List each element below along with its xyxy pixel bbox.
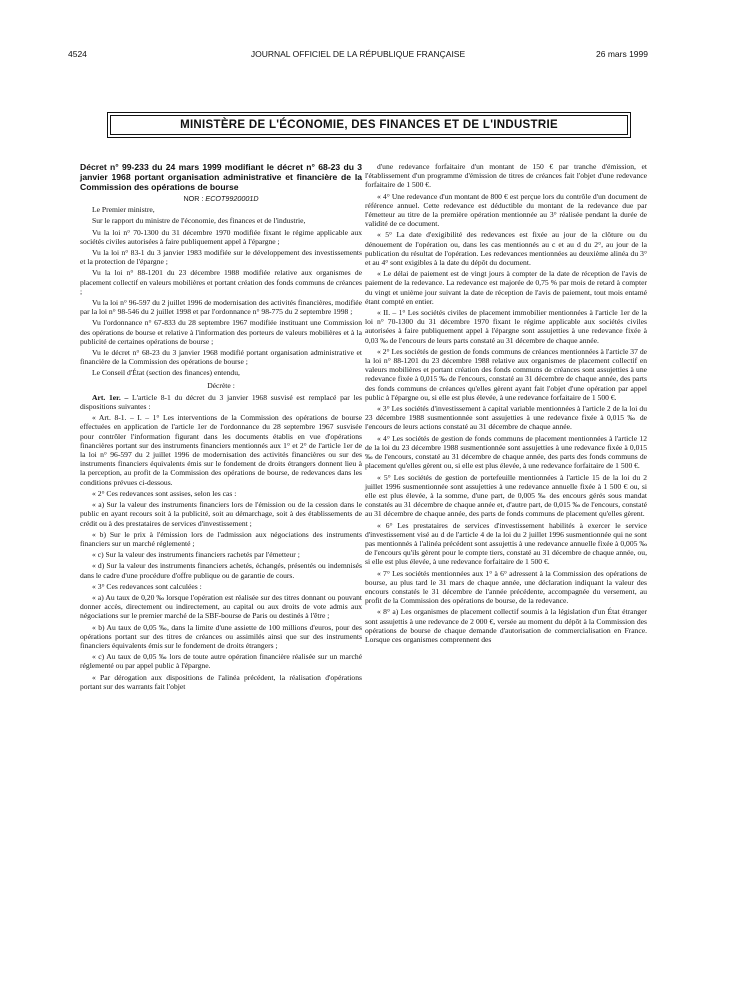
paragraph: d'une redevance forfaitaire d'un montant de 150 € par tranche d'émission, et l'établissement d'un programme d'émission de titres de créances fait l'objet d'une redevance forfaitaire de 1 500 €. bbox=[365, 162, 647, 190]
right-column bbox=[365, 162, 647, 646]
paragraph: « II. – 1° Les sociétés civiles de placement immobilier mentionnées à l'article 1er de la loi n° 70-1300 du 31 décembre 1970 fixant le régime applicable aux sociétés civiles autorisées à faire publiquement appel à l'épargne sont assujetties à une redevance fixée à 0,03 ‰ de l'encours de leurs parts constaté au 31 décembre de chaque année. bbox=[365, 308, 647, 345]
paragraph: « 4° Les sociétés de gestion de fonds communs de placement mentionnées à l'article 12 de la loi du 23 décembre 1988 susmentionnée sont assujetties à une redevance fixée à 0,015 ‰ de l'encours, constaté au 31 décembre de chaque année, des parts des fonds communs de placement qu'elles gèrent ou, si elle est plus élevée, à une redevance forfaitaire de 1 500 €. bbox=[365, 433, 647, 471]
paragraph: Le Premier ministre, bbox=[92, 205, 155, 215]
paragraph: Vu le décret n° 68-23 du 3 janvier 1968 modifié portant organisation administrative et financière de la Commission des opérations de bourse ; bbox=[80, 348, 362, 367]
paragraph: « 2° Les sociétés de gestion de fonds communs de créances mentionnées à l'article 37 de la loi n° 88-1201 du 23 décembre 1988 relative aux organismes de placement collectif en valeurs mobilières et portant création des fonds communs de créances sont assujetties à une redevance fixée à 0,015 ‰ de l'encours, constaté au 31 décembre de chaque année, des parts des fonds communs de créances qu'elles gèrent ayant fait l'objet d'une opération par appel public à l'épargne ou, si elle est plus élevée, à une redevance forfaitaire de 1 500 €. bbox=[365, 346, 647, 402]
page-number: 4524 bbox=[68, 49, 87, 59]
page-header bbox=[68, 49, 648, 63]
paragraph: Vu la loi n° 88-1201 du 23 décembre 1988 modifiée relative aux organismes de placement collectif en valeurs mobilières et portant création des fonds communs de créances ; bbox=[80, 268, 362, 296]
paragraph: « 7° Les sociétés mentionnées aux 1° à 6° adressent à la Commission des opérations de bourse, au plus tard le 31 mars de chaque année, une déclaration indiquant la valeur des encours constatés le 31 décembre de l'année précédente, accompagnée du versement, au profit de la Commission des opérations de bourse, de la redevance. bbox=[365, 568, 647, 606]
preamble bbox=[80, 205, 362, 377]
paragraph: « c) Sur la valeur des instruments financiers rachetés par l'émetteur ; bbox=[92, 550, 300, 560]
paragraph: Vu l'ordonnance n° 67-833 du 28 septembre 1967 modifiée instituant une Commission des opérations de bourse et relative à l'information des porteurs de valeurs mobilières et à la publicité de certaines opérations de bourse ; bbox=[80, 318, 362, 346]
paragraph: Vu la loi n° 83-1 du 3 janvier 1983 modifiée sur le développement des investissements et la protection de l'épargne ; bbox=[80, 248, 362, 267]
paragraph: Vu la loi n° 96-597 du 2 juillet 1996 de modernisation des activités financières, modifiée par la loi n° 98-546 du 2 juillet 1998 et par l'ordonnance n° 98-775 du 2 septembre 1998 ; bbox=[80, 298, 362, 317]
paragraph: « c) Au taux de 0,05 ‰ lors de toute autre opération financière réalisée sur un marché réglementé ou par appel public à l'épargne. bbox=[80, 652, 362, 671]
paragraph: Vu la loi n° 70-1300 du 31 décembre 1970 modifiée fixant le régime applicable aux sociétés civiles autorisées à faire publiquement appel à l'épargne ; bbox=[80, 227, 362, 246]
publication-date: 26 mars 1999 bbox=[596, 49, 648, 59]
nor-code: ECOT9920001D bbox=[205, 194, 259, 203]
journal-title: JOURNAL OFFICIEL DE LA RÉPUBLIQUE FRANÇAISE bbox=[250, 49, 466, 59]
paragraph: « 5° La date d'exigibilité des redevances est fixée au jour de la clôture ou du dénouement de l'opération ou, dans les cas mentionnés au c et au d du 2°, au jour de la publication du résultat de l'opération. Les redevances mentionnées au deuxième alinéa du 3° et au 4° sont exigibles à la date du dépôt du document. bbox=[365, 230, 647, 268]
paragraph: « Art. 8-1. – I. – 1° Les interventions de la Commission des opérations de bourse effectuées en application de l'article 1er de l'ordonnance du 28 septembre 1967 susvisée pour contrôler l'information figurant dans les documents établis en vue d'opérations financières portant sur des instruments financiers mentionnés aux 1° et 2° de l'article 1er de la loi n° 96-597 du 2 juillet 1996 de modernisation des activités financières ou sur des instruments financiers équivalents émis sur le fondement de droits étrangers donnent lieu à la perception, au profit de la Commission des opérations de bourse, de redevances dans les conditions prévues ci-dessous. bbox=[80, 413, 362, 487]
paragraph: « 8° a) Les organismes de placement collectif soumis à la législation d'un État étranger sont assujettis à une redevance de 2 000 €, versée au moment du dépôt à la Commission des opérations de bourse de chaque demande d'autorisation de commercialisation en France. Lorsque ces organismes comprennent des bbox=[365, 607, 647, 644]
article-1 bbox=[80, 393, 362, 411]
paragraph: « 5° Les sociétés de gestion de portefeuille mentionnées à l'article 15 de la loi du 2 juillet 1996 susmentionnée sont assujetties à une redevance annuelle fixée à 1 500 € ou, si elle est plus élevée, à la somme, d'une part, de 0,005 ‰ des encours gérés sous mandat constatés au 31 décembre de chaque année et, d'autre part, de 0,015 ‰ de l'encours, constaté au 31 décembre de chaque année, des parts de fonds communs de placement qu'elles gèrent. bbox=[365, 472, 647, 519]
paragraph: « 4° Une redevance d'un montant de 800 € est perçue lors du contrôle d'un document de référence annuel. Cette redevance est déductible du montant de la redevance due par l'émetteur au titre de la première opération mentionnée au 3° réalisée pendant la durée de validité de ce document. bbox=[365, 191, 647, 229]
nor-reference bbox=[80, 194, 362, 203]
paragraph: « a) Au taux de 0,20 ‰ lorsque l'opération est réalisée sur des titres donnant ou pouvant donner accès, directement ou indirectement, au capital ou aux droits de vote admis aux négociations sur le premier marché de la SBF-bourse de Paris ou destinés à l'être ; bbox=[80, 592, 362, 621]
decrete-label: Décrète : bbox=[207, 380, 235, 390]
paragraph: « 2° Ces redevances sont assises, selon les cas : bbox=[92, 488, 237, 498]
paragraph: « b) Au taux de 0,05 ‰, dans la limite d'une assiette de 100 millions d'euros, pour des opérations portant sur des titres de créances ou assimilés ainsi que sur des instruments financiers équivalents émis sur le fondement de droits étrangers ; bbox=[80, 622, 362, 650]
article-1-text: L'article 8-1 du décret du 3 janvier 1968 susvisé est remplacé par les dispositions suivantes : bbox=[80, 392, 362, 412]
paragraph: « d) Sur la valeur des instruments financiers achetés, échangés, présentés ou indemnisés dans le cadre d'une procédure d'offre publique ou de garantie de cours. bbox=[80, 561, 362, 580]
paragraph: « a) Sur la valeur des instruments financiers lors de l'émission ou de la cession dans le public en ayant recours soit à la publicité, soit au démarchage, soit à des établissements de crédit ou à des prestataires de services d'investissement ; bbox=[80, 500, 362, 528]
article-body-continued bbox=[365, 162, 647, 644]
paragraph: « b) Sur le prix à l'émission lors de l'admission aux négociations des instruments financiers sur un marché réglementé ; bbox=[80, 529, 362, 548]
left-column bbox=[80, 162, 362, 693]
article-1-label: Art. 1er. – bbox=[92, 392, 129, 402]
paragraph: « 6° Les prestataires de services d'investissement habilités à exercer le service d'investissement visé au d de l'article 4 de la loi du 2 juillet 1996 susmentionnée qui ne sont pas mentionnés à l'alinéa précédent sont assujettis à une redevance annuelle fixée à 0,005 ‰ de l'encours qu'ils gèrent pour le compte tiers, constaté au 31 décembre de chaque année, ou, si elle est plus élevée, à une redevance forfaitaire de 1 500 €. bbox=[365, 520, 647, 567]
nor-label: NOR : bbox=[183, 194, 204, 203]
paragraph: « Le délai de paiement est de vingt jours à compter de la date de réception de l'avis de paiement de la redevance. La redevance est majorée de 0,75 % par mois de retard à compter du vingt et unième jour suivant la date de réception de l'avis de paiement, tout mois entamé étant compté en entier. bbox=[365, 269, 647, 306]
ministry-banner bbox=[107, 112, 631, 138]
paragraph: « 3° Ces redevances sont calculées : bbox=[92, 581, 202, 591]
paragraph: « 3° Les sociétés d'investissement à capital variable mentionnées à l'article 2 de la loi du 23 décembre 1988 susmentionnée sont assujetties à une redevance fixée à 0,015 ‰ de l'encours de leurs actions constaté au 31 décembre de chaque année. bbox=[365, 404, 647, 432]
paragraph: Le Conseil d'État (section des finances) entendu, bbox=[92, 368, 240, 378]
paragraph: Sur le rapport du ministre de l'économie, des finances et de l'industrie, bbox=[92, 216, 306, 226]
decree-title: Décret n° 99-233 du 24 mars 1999 modifiant le décret n° 68-23 du 3 janvier 1968 portant organisation administrative et financière de la Commission des opérations de bourse bbox=[80, 162, 362, 192]
ministry-name: MINISTÈRE DE L'ÉCONOMIE, DES FINANCES ET DE L'INDUSTRIE bbox=[180, 119, 558, 131]
article-body bbox=[80, 413, 362, 691]
paragraph: « Par dérogation aux dispositions de l'alinéa précédent, la réalisation d'opérations portant sur des warrants fait l'objet bbox=[80, 672, 362, 691]
